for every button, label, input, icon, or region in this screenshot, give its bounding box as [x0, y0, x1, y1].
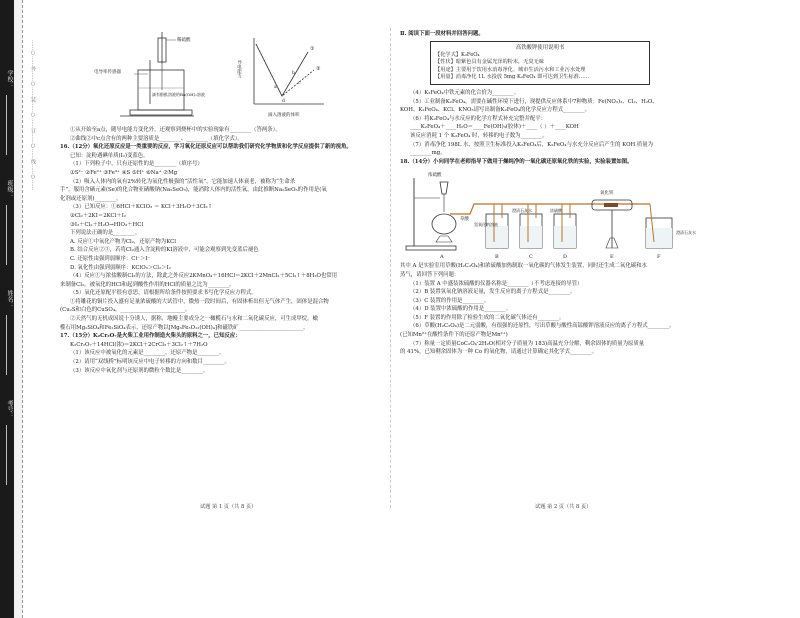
text-line: KOH、K₂FeO₄、KCl、KNO₃请写出制备K₂FeO₄的化学反应方程式________。: [400, 107, 591, 114]
text-line: （2）B 装置氢氧化钠溶液足量，发生反应的离子方程式是________。: [410, 289, 576, 296]
text-line: （2）请用“双线桥”标明该反应中电子转移的方向和数目________。: [70, 359, 230, 366]
text-line: （3）C 装置的作用是________。: [410, 297, 490, 304]
page-2: [400, 30, 720, 510]
text-line: 化剂或还原剂)________。: [60, 195, 122, 202]
text-line: 榄石用Mg₂SiO₄和Fe₂SiO₄表示，还原产物以[Mg₃Fe₃O₁₂(OH)₄]和磁铁矿________________________。: [60, 324, 309, 331]
question-16-heading: 16.（12分）氧化还原反应是一类重要的反应，学习氧化还原反应可以帮助我们研究化学物质和化学反应提供了新的视角。: [60, 144, 352, 151]
text-line: （2）吸入人体内的氧有2%转化为氧化性极强的“活性氧”，它能加速人体衰老，被称为“生命杀: [70, 178, 296, 185]
binding-field: 班级：: [6, 180, 13, 198]
titration-apparatus: [90, 30, 205, 122]
conductivity-graph: [238, 30, 330, 122]
label-limewater-c: 澄清石灰水: [512, 208, 532, 214]
binding-field: 姓名：: [6, 290, 13, 308]
label-sodium-hydroxide: 氢氧化钠溶液: [474, 222, 498, 228]
binding-margin: [14, 0, 36, 618]
text-line: ________mg。: [410, 150, 446, 157]
text-line: （5）氧化还原配平很有意思，请根据所给条件按照要求书写化学反应方程式。: [70, 290, 257, 297]
question-17-heading: 17.（15分）K₂Cr₂O₇是火柴工业用作制造火柴头的原料之一，已知反应：: [60, 333, 241, 340]
label-conc-sulfuric-acid-d: 浓硫酸: [550, 208, 562, 214]
label-iron-oxide: 氧化铁: [600, 191, 614, 197]
graph-xlabel: 滴入溶液的体积: [268, 113, 300, 118]
option-b: B. 结合反应②③，若将Cl₂通入含淀粉的KI溶液中，可能会观察到先变蓝后褪色: [70, 247, 259, 254]
page-footer-2: 试题 第 2 页（共 8 页）: [535, 504, 592, 510]
label-dilute-sulfuric-acid: 稀硫酸: [177, 38, 191, 43]
apparatus-diagram: [400, 168, 700, 260]
apparatus-letter-d: D: [563, 254, 568, 261]
text-line: （5）F 装置的作用除了检验生成的二氧化碳气体还有________。: [410, 314, 565, 321]
section-heading: Ⅱ. 阅读下面一段材料并回答问题。: [400, 31, 484, 37]
text-line: （4）反应①与浓盐酸制Cl₂的方法，除此之外反应2KMnO₄＋16HCl＝2KCl＋2MnCl₂＋5Cl₂↑＋8H₂O也常用: [70, 273, 338, 280]
apparatus-letter-c: C: [529, 254, 533, 261]
text-line: 该反应消耗 1 个 K₂FeO₄ 时，转移的电子数为________。: [410, 132, 548, 139]
option-d: D. 氧化性由强到弱顺序：KClO₃＞Cl₂＞I₂: [70, 264, 171, 271]
text-line: （7）称量一定质量CoC₂O₄·2H₂O(相对分子质量为 183)高温充分分解，剩余固体的质量为原质量: [410, 340, 645, 347]
text-line: （1）该反应中被氧化的元素是________，还原产物是________。: [70, 350, 225, 357]
text-line: （3）已知反应：①6HCl＋KClO₃ ＝ KCl＋3H₂O＋3Cl₂↑: [70, 204, 213, 211]
text-line: （3）该反应中氧化剂与还原剂的微粒个数比是________。: [70, 367, 209, 374]
binding-field: 考号：: [6, 400, 13, 418]
label-limewater-f: 澄清石灰水: [676, 230, 696, 236]
text-line: （7）消毒净化 198L 水，按照卫生标准投入K₂FeO₄后，K₂FeO₄与水充分反应后产生的 KOH 质量为: [410, 141, 654, 148]
page-1: [60, 30, 382, 510]
text-line: ②曲线②中c点含有的两种主要溶质是________、________（填化学式）。: [70, 135, 243, 142]
text-line: 下列说法正确的是________。: [70, 230, 141, 237]
text-line: （6）将K₂FeO₄与水反应的化学方程式补充完整并配平：: [410, 115, 547, 122]
text-line: 手”。服用含硒元素(Se)的化合物亚硒酸钠(Na₂SeO₃)，能消除人体内的活性氧，由此推断Na₂SeO₃的作用是(氧: [60, 187, 327, 194]
apparatus-letter-e: E: [610, 254, 614, 261]
text-line: （1）下列粒子中，只有还原性的是________（填序号）: [70, 161, 203, 168]
apparatus-letter-b: B: [495, 254, 499, 261]
instruction-line: 【用量】消毒净化 1L 水投放 5mg K₂FeO₄ 即可达到卫生标准……: [435, 74, 590, 81]
text-line: （4）D 装置中浓硫酸的作用是________。: [410, 306, 512, 313]
text-line: 来制备Cl₂。被氧化的HCl和起到酸性作用的HCl的质量之比为________。: [60, 281, 235, 288]
point-label-a: a: [274, 85, 277, 90]
apparatus-letter-a: A: [440, 254, 444, 261]
point-label-b: b: [292, 71, 295, 76]
binding-strip: [0, 0, 14, 618]
text-line: (Cu₂S和白色的CuSO₄，________________________。: [60, 307, 191, 314]
label-conductivity-sensor: 电导率传感器: [94, 70, 121, 75]
option-a: A. 反应①中氧化产物为Cl₂，还原产物为KCl: [70, 238, 176, 245]
text-line: 蒸气，请回答下列问题：: [400, 271, 460, 278]
page-divider: [390, 28, 392, 508]
instruction-line: 【化学式】K₂FeO₄: [435, 51, 480, 58]
text-line: ②天然气的无机成因说十分诱人，据称，地幔主要成分之一橄榄石与水和二氧化碳反应，可生成甲烷。橄: [70, 316, 318, 323]
text-line: （5）工业制备K₂FeO₄，需要在碱性环境下进行，现提供反应体系中7种物质：Fe(NO₃)₃、Cl₂、H₂O、: [410, 98, 658, 105]
equation-blanks: ____K₂FeO₄＋____H₂O＝____Fe(OH)₃(胶体)＋____（ ）＋____KOH: [410, 124, 579, 131]
label-oxalic-acid: 草酸: [460, 217, 469, 223]
apparatus-letter-f: F: [657, 254, 661, 261]
graph-ylabel: 导电能力: [236, 60, 242, 78]
option-c: C. 还原性由强到弱顺序：Cl⁻＞I⁻: [70, 255, 151, 262]
text-line: （6）草酸(H₂C₂O₄)是二元弱酸，有很强的还原性，写出草酸与酸性高锰酸钾溶液反应的离子方程式________。: [410, 323, 675, 330]
text-line: 的 41%，已知剩余固体为一种 Co 的氧化物，请通过计算确定其化学式________。: [400, 349, 597, 356]
text-line: ②Cl₂＋2KI＝2KCl＋I₂: [70, 212, 127, 219]
curve-label-2: ②: [316, 66, 321, 72]
instruction-box: [430, 41, 650, 85]
seal-line-text: ……○……外……○……装……○……订……○……线……○……: [30, 40, 36, 190]
text-line: （1）装置 A 中盛装浓硫酸的仪器名称是________（不考虑连接的导管）: [410, 280, 583, 287]
text-line: ①S²⁻ ②Fe²⁺ ③Fe³⁺ ④S ⑤H⁺ ⑥Na⁺ ⑦Mg: [70, 169, 178, 176]
point-label-d: d: [282, 99, 285, 104]
label-conc-sulfuric-acid: 浓硫酸: [428, 173, 442, 179]
binding-field: 学校：: [6, 70, 13, 88]
text-line: （4）K₂FeO₄中铁元素的化合价为________。: [410, 89, 520, 96]
text-line: ③I₂＋Cl₂＋H₂O→HIO₃＋HCl: [70, 221, 144, 228]
instruction-line: 【性状】暗紫色具有金属光泽的粉末，无臭无味: [435, 59, 544, 66]
binding-underline: [6, 205, 7, 265]
page-footer-1: 试题 第 1 页（共 8 页）: [200, 504, 257, 510]
text-line: K₂Cr₂O₇＋14HCl(浓)＝2KCl＋2CrCl₃＋3Cl₂↑＋7H₂O: [70, 341, 208, 348]
label-barium-hydroxide-solution: 滴有酚酞溶液的Ba(OH)₂溶液: [152, 92, 205, 97]
text-line: 其中 A 是实验室用草酸(H₂C₂O₄)和浓硫酸加热制取一氧化碳的气体发生装置，同时还生成二氧化碳和水: [400, 263, 647, 270]
text-line: ①从开始至a点，随导电能力变化外，还观察到烧杯中的实验现象有________（答两条）。: [70, 127, 281, 133]
figure-conductivity: [60, 30, 382, 126]
experiment-apparatus: [400, 168, 720, 260]
binding-underline: [6, 425, 7, 485]
point-label-c: c: [298, 81, 301, 86]
text-line: 已知：淀粉遇碘单质(I₂)变蓝色。: [70, 152, 149, 159]
binding-underline: [6, 95, 7, 155]
instruction-line: 【用途】主要用于饮用水消毒净化、城市生活污水和工业污水处理: [435, 66, 586, 73]
instruction-box-title: 高铁酸钾使用说明书: [515, 44, 565, 51]
question-18-heading: 18.（14分）小向同学在老师指导下做用于燥纯净的一氧化碳还原氧化铁的实验，实验装置如图。: [400, 158, 633, 165]
binding-underline: [6, 315, 7, 375]
text-line: ①将雕花的铜片投入盛有足量浓硫酸的大试管中，微热一段时间后，有固体析出但无气体产生，固体是混合物: [70, 298, 329, 305]
curve-label-1: ①: [310, 46, 315, 52]
text-line: (已知Mn²⁺在酸性条件下的还原产物是Mn²⁺): [400, 332, 508, 339]
